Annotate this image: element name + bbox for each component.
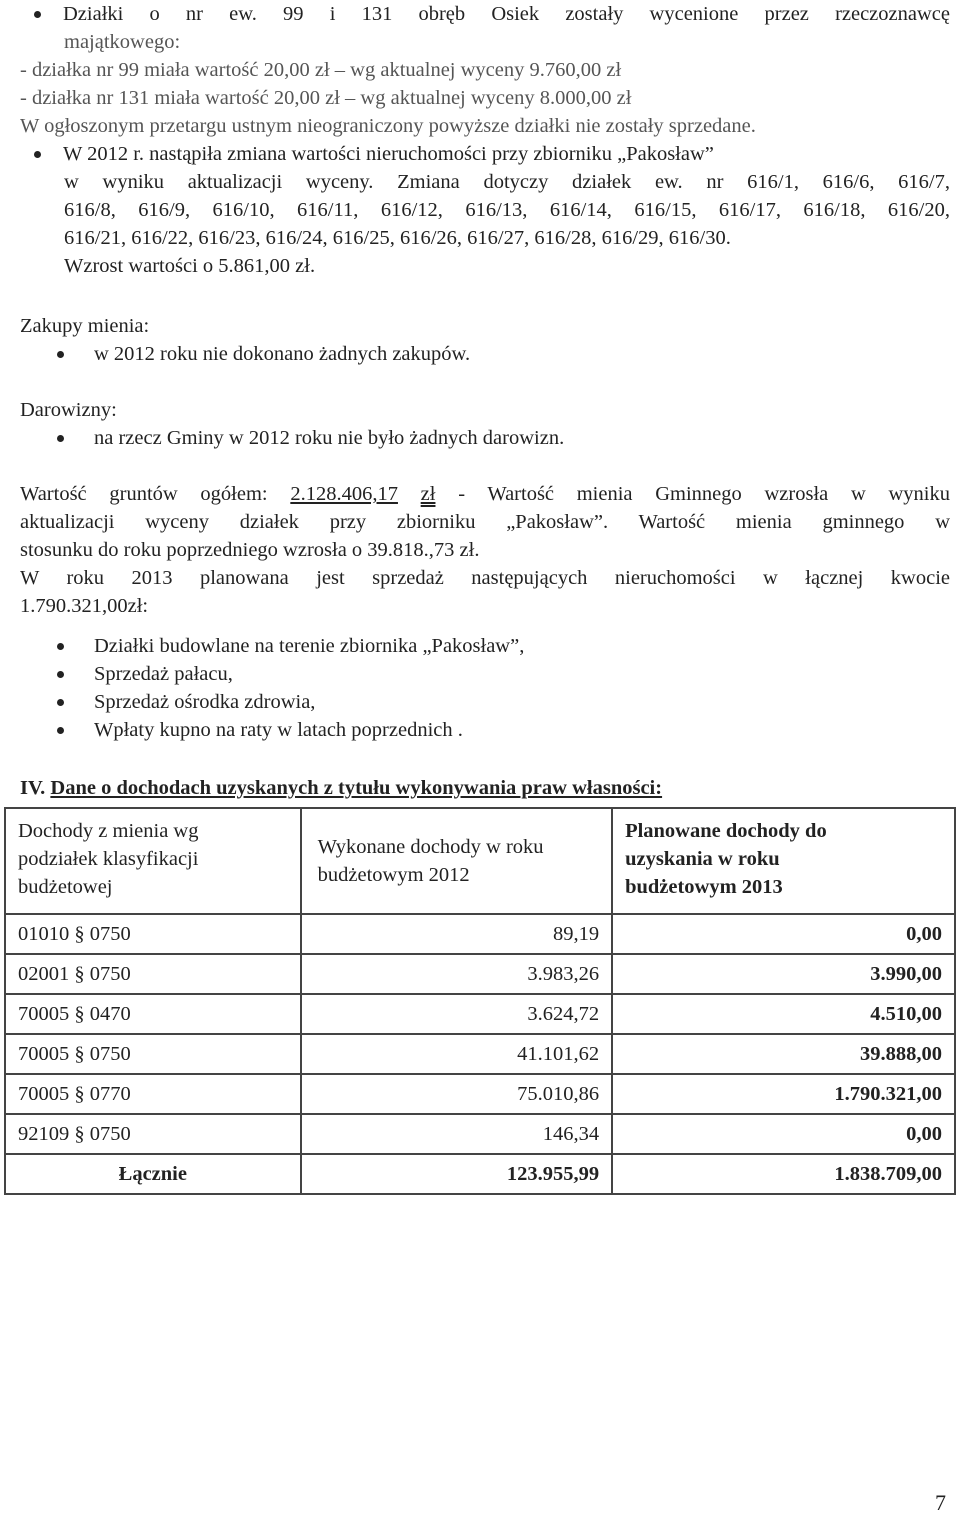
done-cell: 75.010,86 — [301, 1074, 612, 1114]
list-item-text: Sprzedaż ośrodka zdrowia, — [94, 691, 316, 713]
header-line: Wykonane dochody w roku — [317, 836, 544, 858]
list-item-text: Sprzedaż pałacu, — [94, 663, 233, 685]
paragraph-line: Wzrost wartości o 5.861,00 zł. — [64, 255, 316, 277]
done-cell: 41.101,62 — [301, 1034, 612, 1074]
bullet-item — [20, 424, 950, 452]
purchases-section — [20, 312, 950, 368]
paragraph-line: w wyniku aktualizacji wyceny. Zmiana dotyczy działek ew. nr 616/1, 616/6, 616/7, — [64, 171, 950, 193]
total-label-cell: Łącznie — [5, 1154, 301, 1194]
bullet-icon — [57, 699, 64, 706]
table-row — [5, 914, 955, 954]
bullet-block-pakoslaw — [20, 140, 950, 280]
list-item-text: Działki budowlane na terenie zbiornika „Pakosław”, — [94, 635, 525, 657]
header-line: Dochody z mienia wg — [18, 820, 199, 842]
list-item-text: Wpłaty kupno na raty w latach poprzednich . — [94, 719, 463, 741]
code-cell: 70005 § 0770 — [5, 1074, 301, 1114]
done-cell: 3.983,26 — [301, 954, 612, 994]
list-item — [20, 660, 950, 688]
section-title: Dane o dochodach uzyskanych z tytułu wykonywania praw własności: — [50, 777, 663, 799]
page-number: 7 — [935, 1490, 946, 1515]
income-table — [4, 807, 956, 1195]
bullet-item — [20, 340, 950, 368]
bullet-icon — [34, 151, 41, 158]
land-value-currency: zł — [420, 483, 436, 505]
donations-section — [20, 396, 950, 452]
header-line: Planowane dochody do — [625, 820, 827, 842]
bullet-icon — [57, 351, 64, 358]
table-row — [5, 1074, 955, 1114]
bullet-icon — [57, 435, 64, 442]
purchases-heading: Zakupy mienia: — [20, 315, 150, 337]
land-value-line — [20, 480, 950, 508]
donations-heading: Darowizny: — [20, 399, 117, 421]
paragraph-line: 1.790.321,00zł: — [20, 595, 149, 617]
paragraph-line: aktualizacji wyceny działek przy zbiorniku „Pakosław”. Wartość mienia gminnego w — [20, 511, 950, 533]
donations-text: na rzecz Gminy w 2012 roku nie było żadnych darowizn. — [94, 427, 565, 449]
code-cell: 02001 § 0750 — [5, 954, 301, 994]
paragraph-line: stosunku do roku poprzedniego wzrosła o 39.818.,73 zł. — [20, 539, 480, 561]
land-value-amount: 2.128.406,17 — [290, 483, 398, 505]
planned-cell: 0,00 — [612, 914, 955, 954]
paragraph-line: W 2012 r. nastąpiła zmiana wartości nieruchomości przy zbiorniku „Pakosław” — [63, 143, 714, 165]
paragraph-line: Działki o nr ew. 99 i 131 obręb Osiek zostały wycenione przez rzeczoznawcę — [63, 3, 950, 25]
paragraph-line: W ogłoszonym przetargu ustnym nieograniczony powyższe działki nie zostały sprzedane. — [20, 115, 756, 137]
table-row — [5, 994, 955, 1034]
planned-cell: 1.790.321,00 — [612, 1074, 955, 1114]
paragraph-line: - działka nr 99 miała wartość 20,00 zł – wg aktualnej wyceny 9.760,00 zł — [20, 59, 622, 81]
land-value-prefix: Wartość gruntów ogółem: — [20, 483, 291, 505]
table-row — [5, 954, 955, 994]
paragraph-line: 616/8, 616/9, 616/10, 616/11, 616/12, 616/13, 616/14, 616/15, 616/17, 616/18, 616/20, — [64, 199, 950, 221]
bullet-icon — [57, 671, 64, 678]
table-header-cell — [5, 808, 301, 914]
header-line: podziałek klasyfikacji — [18, 848, 199, 870]
table-row — [5, 1114, 955, 1154]
header-line: uzyskania w roku — [625, 848, 780, 870]
bullet-item — [20, 0, 950, 28]
header-line: budżetowym 2013 — [625, 876, 783, 898]
land-value-section — [20, 480, 950, 620]
paragraph-line: - działka nr 131 miała wartość 20,00 zł – wg aktualnej wyceny 8.000,00 zł — [20, 87, 632, 109]
table-header-cell — [612, 808, 955, 914]
planned-cell: 3.990,00 — [612, 954, 955, 994]
code-cell: 70005 § 0750 — [5, 1034, 301, 1074]
list-item — [20, 688, 950, 716]
list-item — [20, 716, 950, 744]
list-item — [20, 632, 950, 660]
planned-cell: 4.510,00 — [612, 994, 955, 1034]
code-cell: 01010 § 0750 — [5, 914, 301, 954]
total-done-cell: 123.955,99 — [301, 1154, 612, 1194]
total-planned-cell: 1.838.709,00 — [612, 1154, 955, 1194]
table-row — [5, 1034, 955, 1074]
bullet-block-osiek — [20, 0, 950, 140]
code-cell: 70005 § 0470 — [5, 994, 301, 1034]
header-line: budżetowym 2012 — [317, 864, 470, 886]
paragraph-line: majątkowego: — [64, 31, 181, 53]
done-cell: 3.624,72 — [301, 994, 612, 1034]
planned-sales-list — [20, 632, 950, 744]
land-value-suffix: - Wartość mienia Gminnego wzrosła w wyniku — [435, 483, 950, 505]
purchases-text: w 2012 roku nie dokonano żadnych zakupów. — [94, 343, 471, 365]
bullet-icon — [57, 727, 64, 734]
table-total-row — [5, 1154, 955, 1194]
paragraph-line: 616/21, 616/22, 616/23, 616/24, 616/25, 616/26, 616/27, 616/28, 616/29, 616/30. — [64, 227, 731, 249]
bullet-item — [20, 140, 950, 168]
planned-cell: 0,00 — [612, 1114, 955, 1154]
done-cell: 89,19 — [301, 914, 612, 954]
code-cell: 92109 § 0750 — [5, 1114, 301, 1154]
bullet-icon — [57, 643, 64, 650]
bullet-icon — [34, 11, 41, 18]
paragraph-line: W roku 2013 planowana jest sprzedaż następujących nieruchomości w łącznej kwocie — [20, 567, 950, 589]
header-line: budżetowej — [18, 876, 113, 898]
done-cell: 146,34 — [301, 1114, 612, 1154]
section-number: IV. — [20, 777, 46, 799]
planned-cell: 39.888,00 — [612, 1034, 955, 1074]
table-header-cell — [301, 808, 612, 914]
table-header-row — [5, 808, 955, 914]
section-heading — [20, 774, 950, 802]
